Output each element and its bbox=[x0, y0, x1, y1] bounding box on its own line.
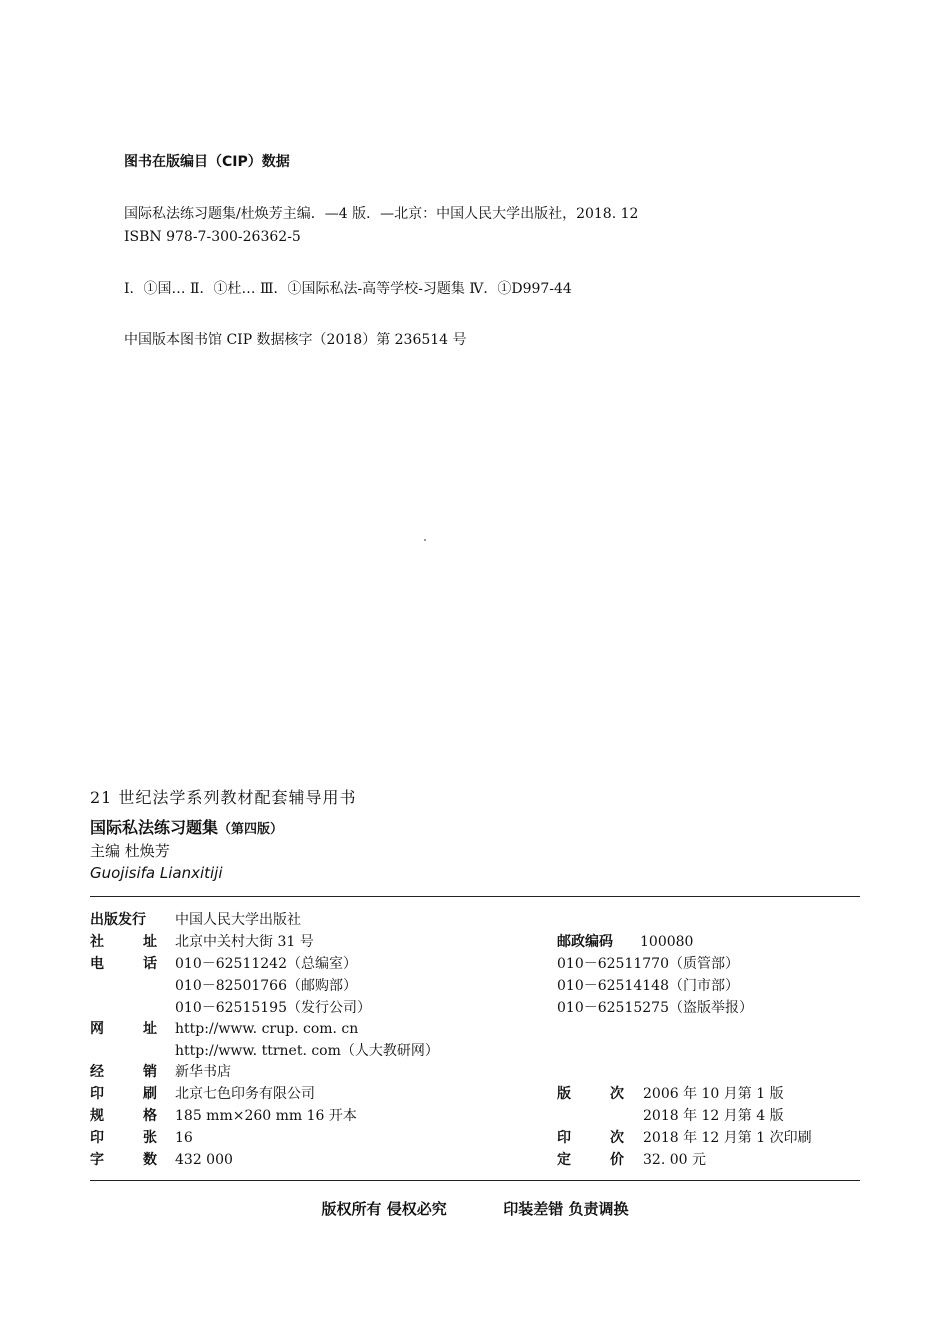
words-label-2: 数 bbox=[143, 1152, 157, 1168]
book-editor: 主编 杜焕芳 bbox=[90, 842, 170, 860]
cip-isbn: ISBN 978-7-300-26362-5 bbox=[124, 229, 301, 245]
price-label-2: 价 bbox=[610, 1152, 624, 1168]
bottom-divider bbox=[90, 1180, 860, 1181]
footer-notice bbox=[0, 1198, 950, 1219]
distributor-label-1: 经 bbox=[90, 1064, 104, 1080]
phone-left-3: 010－62515195（发行公司） bbox=[175, 1000, 371, 1016]
rights-notice: 版权所有 侵权必究 bbox=[321, 1200, 447, 1218]
phone-left-1: 010－62511242（总编室） bbox=[175, 956, 357, 972]
edition-label-1: 版 bbox=[557, 1086, 571, 1102]
cip-classification: Ⅰ．①国… Ⅱ．①杜… Ⅲ．①国际私法-高等学校-习题集 Ⅳ．①D997-44 bbox=[124, 281, 572, 297]
address-label-1: 社 bbox=[90, 934, 104, 950]
phone-label-2: 话 bbox=[143, 956, 157, 972]
edition-label-2: 次 bbox=[610, 1086, 624, 1102]
edition-first: 2006 年 10 月第 1 版 bbox=[643, 1086, 784, 1102]
publisher-value: 中国人民大学出版社 bbox=[175, 912, 301, 928]
series-title: 21 世纪法学系列教材配套辅导用书 bbox=[90, 788, 357, 807]
printer-value: 北京七色印务有限公司 bbox=[175, 1086, 315, 1102]
words-label-1: 字 bbox=[90, 1152, 104, 1168]
website-link-2: http://www. ttrnet. com（人大教研网） bbox=[175, 1043, 439, 1059]
edition-current: 2018 年 12 月第 4 版 bbox=[643, 1108, 784, 1124]
web-label-2: 址 bbox=[143, 1021, 157, 1037]
sheets-label-2: 张 bbox=[143, 1130, 157, 1146]
cip-heading: 图书在版编目（CIP）数据 bbox=[124, 154, 290, 170]
impression-label-1: 印 bbox=[557, 1130, 571, 1146]
spec-value: 185 mm×260 mm 16 开本 bbox=[175, 1108, 357, 1124]
distributor-label-2: 销 bbox=[143, 1064, 157, 1080]
publisher-label: 出版发行 bbox=[90, 912, 146, 928]
phone-right-3: 010－62515275（盗版举报） bbox=[557, 1000, 753, 1016]
sheets-value: 16 bbox=[175, 1130, 193, 1146]
printer-label-1: 印 bbox=[90, 1086, 104, 1102]
book-title-text: 国际私法练习题集 bbox=[90, 818, 219, 837]
phone-right-1: 010－62511770（质管部） bbox=[557, 956, 739, 972]
distributor-value: 新华书店 bbox=[175, 1064, 231, 1080]
sheets-label-1: 印 bbox=[90, 1130, 104, 1146]
cip-record-number: 中国版本图书馆 CIP 数据核字（2018）第 236514 号 bbox=[124, 332, 467, 348]
book-title bbox=[90, 815, 283, 838]
price-label-1: 定 bbox=[557, 1152, 571, 1168]
scan-speck bbox=[424, 539, 426, 541]
phone-right-2: 010－62514148（门市部） bbox=[557, 978, 739, 994]
impression-value: 2018 年 12 月第 1 次印刷 bbox=[643, 1130, 812, 1146]
phone-label-1: 电 bbox=[90, 956, 104, 972]
book-pinyin-title: Guojisifa Lianxitiji bbox=[90, 864, 223, 882]
address-label-2: 址 bbox=[143, 934, 157, 950]
address-value: 北京中关村大街 31 号 bbox=[175, 934, 314, 950]
phone-left-2: 010－82501766（邮购部） bbox=[175, 978, 357, 994]
book-edition: （第四版） bbox=[218, 822, 284, 837]
postcode-label: 邮政编码 bbox=[557, 934, 613, 950]
spec-label-2: 格 bbox=[143, 1108, 157, 1124]
cip-bibliographic-line: 国际私法练习题集/杜焕芳主编．—4 版．—北京：中国人民大学出版社，2018. 12 bbox=[124, 206, 639, 222]
spec-label-1: 规 bbox=[90, 1108, 104, 1124]
price-value: 32. 00 元 bbox=[643, 1152, 706, 1168]
top-divider bbox=[90, 896, 860, 897]
postcode-value: 100080 bbox=[640, 934, 694, 950]
words-value: 432 000 bbox=[175, 1152, 233, 1168]
printer-label-2: 刷 bbox=[143, 1086, 157, 1102]
web-label-1: 网 bbox=[90, 1021, 104, 1037]
impression-label-2: 次 bbox=[610, 1130, 624, 1146]
defects-notice: 印装差错 负责调换 bbox=[503, 1200, 629, 1218]
website-link-1: http://www. crup. com. cn bbox=[175, 1021, 359, 1037]
